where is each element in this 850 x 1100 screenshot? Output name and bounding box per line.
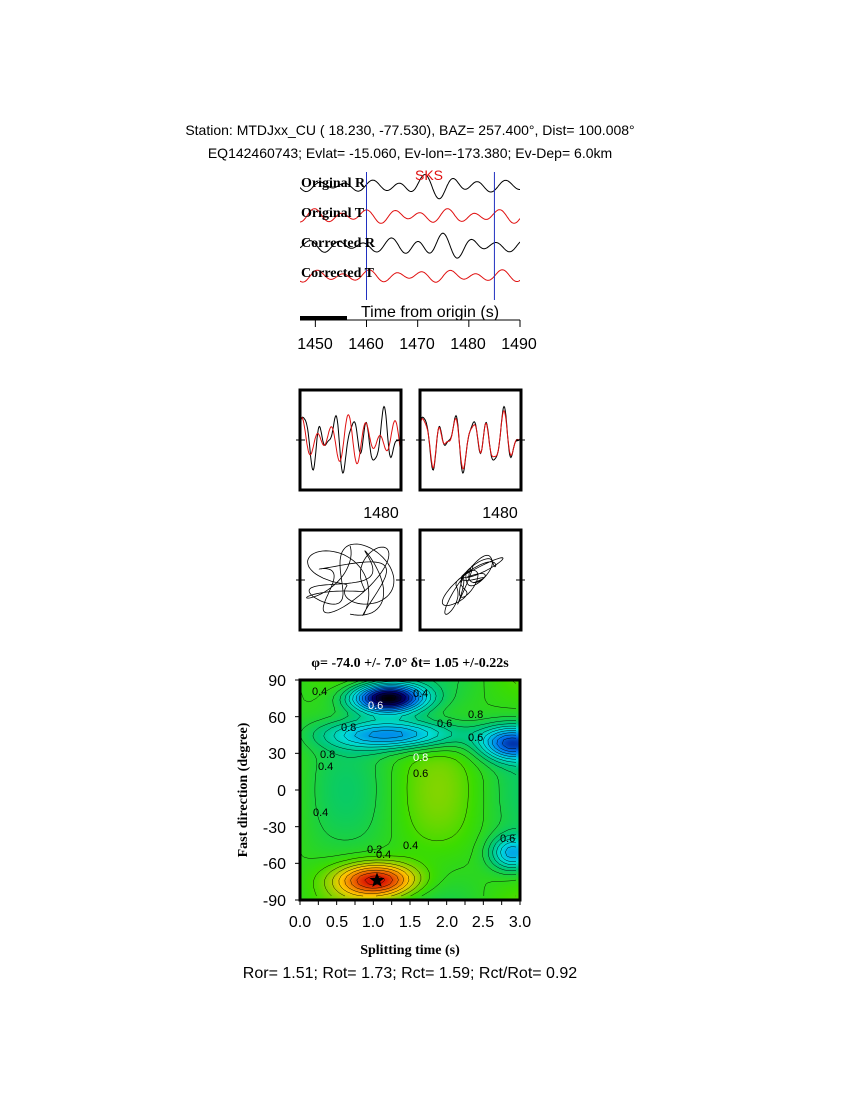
trace-label-original-r: Original R	[301, 176, 366, 191]
waveform-tick-left: 1480	[363, 505, 399, 522]
contour-label: 0.4	[376, 849, 392, 861]
trace-label-original-t: Original T	[301, 206, 365, 221]
y-tick-label: 60	[268, 710, 286, 727]
grid-search-heatmap	[295, 680, 520, 905]
contour-label: 0.8	[320, 749, 336, 761]
y-tick-label: 0	[277, 783, 286, 800]
heatmap-y-ticks	[263, 673, 286, 910]
waveform-tick-right: 1480	[482, 505, 518, 522]
x-tick-label: 0.0	[288, 914, 312, 931]
particle-motion-path	[442, 555, 503, 614]
contour-label: 0.2	[367, 844, 383, 856]
heatmap-image	[300, 680, 520, 900]
contour-label: 0.6	[437, 718, 453, 730]
event-info: EQ142460743; Evlat= -15.060, Ev-lon=-173.380; Ev-Dep= 6.0km	[207, 145, 613, 161]
phase-label-sks: SKS	[415, 167, 444, 183]
y-tick-label: -30	[262, 820, 286, 837]
contour-label: 0.4	[403, 840, 419, 852]
contour-label: 0.8	[468, 709, 484, 721]
contour-label: 0.8	[413, 752, 429, 764]
splitting-ratios: Ror= 1.51; Rot= 1.73; Rct= 1.59; Rct/Rot= 0.92	[242, 965, 578, 982]
trace-tick-label: 1490	[501, 336, 537, 353]
contour-label: 0.8	[341, 722, 357, 734]
waveform-panel-corrected	[416, 390, 525, 490]
contour-label: 0.6	[413, 768, 429, 780]
transverse-waveform	[420, 411, 521, 469]
x-tick-label: 3.0	[508, 914, 532, 931]
x-tick-label: 0.5	[325, 914, 349, 931]
contour-label: 0.4	[313, 807, 329, 819]
grid-search-title: φ= -74.0 +/- 7.0° δt= 1.05 +/-0.22s	[311, 656, 509, 671]
heatmap-x-ticks	[289, 914, 531, 931]
contour-label: 0.4	[312, 686, 328, 698]
contour-label: 0.6	[368, 700, 384, 712]
x-tick-label: 2.0	[435, 914, 459, 931]
x-tick-label: 2.5	[471, 914, 495, 931]
contour-label: 0.6	[468, 732, 484, 744]
trace-axis-ticks	[315, 320, 520, 327]
particle-motion-path	[307, 544, 394, 615]
trace-label-corrected-r: Corrected R	[301, 236, 375, 251]
y-tick-label: -60	[262, 856, 286, 873]
trace-panel	[297, 167, 537, 353]
trace-tick-label: 1460	[348, 336, 384, 353]
contour-label: 0.4	[413, 688, 429, 700]
contour-label: 0.6	[500, 833, 516, 845]
station-info: Station: MTDJxx_CU ( 18.230, -77.530), BAZ= 257.400°, Dist= 100.008°	[185, 122, 635, 138]
trace-xlabel: Time from origin (s)	[360, 304, 500, 321]
trace-tick-label: 1450	[297, 336, 333, 353]
grid-search-xlabel: Splitting time (s)	[360, 943, 460, 958]
x-tick-label: 1.5	[398, 914, 422, 931]
contour-label: 0.4	[318, 761, 334, 773]
waveform-panel-original	[296, 390, 405, 490]
trace-tick-label: 1480	[450, 336, 486, 353]
x-tick-label: 1.0	[361, 914, 385, 931]
trace-tick-label: 1470	[399, 336, 435, 353]
y-tick-label: -90	[262, 893, 286, 910]
trace-label-corrected-t: Corrected T	[301, 266, 374, 281]
particle-motion-original	[296, 530, 405, 630]
y-tick-label: 90	[268, 673, 286, 690]
grid-search-ylabel: Fast direction (degree)	[236, 722, 251, 858]
particle-motion-corrected	[416, 530, 525, 630]
y-tick-label: 30	[268, 746, 286, 763]
